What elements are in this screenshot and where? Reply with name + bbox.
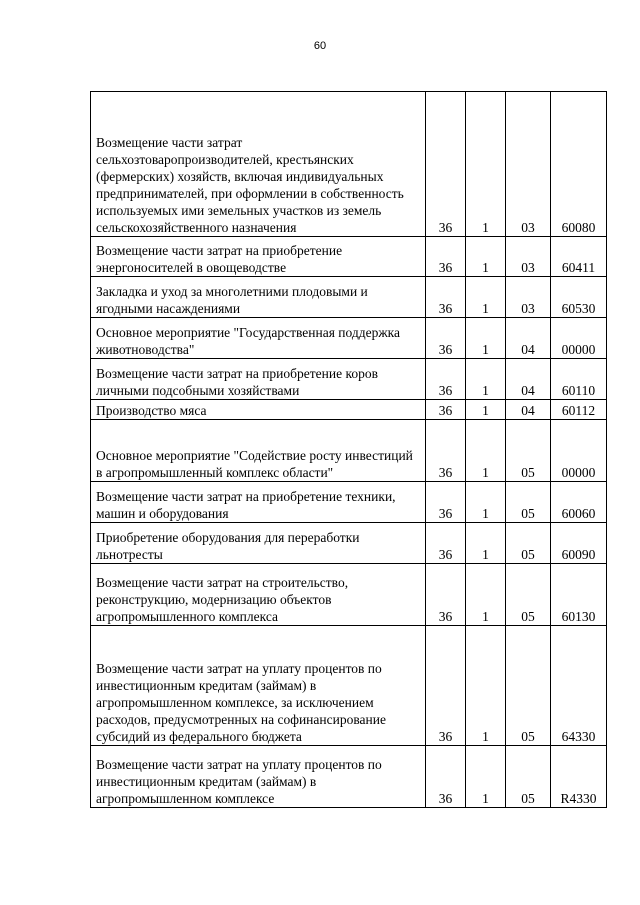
code-cell-3: 04 xyxy=(506,359,551,400)
code-cell-3: 03 xyxy=(506,92,551,237)
code-cell-4: 00000 xyxy=(551,420,607,482)
table-row xyxy=(91,564,607,626)
table-row xyxy=(91,420,607,482)
code-cell-1: 36 xyxy=(426,400,466,420)
code-cell-3: 05 xyxy=(506,482,551,523)
code-cell-4: 60110 xyxy=(551,359,607,400)
code-cell-2: 1 xyxy=(466,420,506,482)
code-cell-4: 60112 xyxy=(551,400,607,420)
code-cell-1: 36 xyxy=(426,564,466,626)
code-cell-4: R4330 xyxy=(551,746,607,808)
row-name-cell: Возмещение части затрат на приобретение энергоносителей в овощеводстве xyxy=(91,237,426,277)
table-row xyxy=(91,626,607,746)
code-cell-1: 36 xyxy=(426,237,466,277)
code-cell-1: 36 xyxy=(426,523,466,564)
code-cell-2: 1 xyxy=(466,400,506,420)
code-cell-3: 04 xyxy=(506,318,551,359)
code-cell-3: 05 xyxy=(506,626,551,746)
row-name-cell: Основное мероприятие "Содействие росту инвестиций в агропромышленный комплекс области" xyxy=(91,420,426,482)
code-cell-3: 05 xyxy=(506,420,551,482)
table-row xyxy=(91,277,607,318)
code-cell-2: 1 xyxy=(466,277,506,318)
code-cell-1: 36 xyxy=(426,318,466,359)
table-row xyxy=(91,400,607,420)
code-cell-4: 64330 xyxy=(551,626,607,746)
code-cell-4: 00000 xyxy=(551,318,607,359)
code-cell-2: 1 xyxy=(466,482,506,523)
page-number: 60 xyxy=(313,40,327,52)
table-row xyxy=(91,92,607,237)
code-cell-2: 1 xyxy=(466,237,506,277)
row-name-cell: Производство мяса xyxy=(91,400,426,420)
code-cell-4: 60080 xyxy=(551,92,607,237)
code-cell-1: 36 xyxy=(426,92,466,237)
table-row xyxy=(91,359,607,400)
row-name-cell: Возмещение части затрат на строительство, реконструкцию, модернизацию объектов агропромышленного комплекса xyxy=(91,564,426,626)
code-cell-2: 1 xyxy=(466,626,506,746)
code-cell-1: 36 xyxy=(426,420,466,482)
code-cell-1: 36 xyxy=(426,626,466,746)
code-cell-2: 1 xyxy=(466,318,506,359)
code-cell-4: 60090 xyxy=(551,523,607,564)
row-name-cell: Приобретение оборудования для переработки льнотресты xyxy=(91,523,426,564)
code-cell-3: 05 xyxy=(506,523,551,564)
row-name-cell: Возмещение части затрат на приобретение коров личными подсобными хозяйствами xyxy=(91,359,426,400)
row-name-cell: Возмещение части затрат на приобретение техники, машин и оборудования xyxy=(91,482,426,523)
code-cell-2: 1 xyxy=(466,92,506,237)
table-row xyxy=(91,482,607,523)
code-cell-3: 05 xyxy=(506,746,551,808)
budget-classification-table xyxy=(90,91,607,808)
code-cell-3: 03 xyxy=(506,237,551,277)
code-cell-1: 36 xyxy=(426,746,466,808)
code-cell-1: 36 xyxy=(426,277,466,318)
code-cell-4: 60411 xyxy=(551,237,607,277)
row-name-cell: Возмещение части затрат на уплату процентов по инвестиционным кредитам (займам) в агропромышленном комплексе xyxy=(91,746,426,808)
code-cell-3: 05 xyxy=(506,564,551,626)
code-cell-3: 04 xyxy=(506,400,551,420)
code-cell-4: 60130 xyxy=(551,564,607,626)
table-row xyxy=(91,523,607,564)
code-cell-1: 36 xyxy=(426,482,466,523)
code-cell-3: 03 xyxy=(506,277,551,318)
code-cell-4: 60060 xyxy=(551,482,607,523)
row-name-cell: Возмещение части затрат сельхозтоваропроизводителей, крестьянских (фермерских) хозяйств, включая индивидуальных предпринимателей, при оформлении в собственность используемых ими земельных участков из земель сельскохозяйственного назначения xyxy=(91,92,426,237)
row-name-cell: Возмещение части затрат на уплату процентов по инвестиционным кредитам (займам) в агропромышленном комплексе, за исключением расходов, предусмотренных на софинансирование субсидий из федерального бюджета xyxy=(91,626,426,746)
table-row xyxy=(91,746,607,808)
code-cell-2: 1 xyxy=(466,746,506,808)
code-cell-4: 60530 xyxy=(551,277,607,318)
row-name-cell: Закладка и уход за многолетними плодовыми и ягодными насаждениями xyxy=(91,277,426,318)
code-cell-2: 1 xyxy=(466,523,506,564)
table-row xyxy=(91,318,607,359)
table-row xyxy=(91,237,607,277)
code-cell-1: 36 xyxy=(426,359,466,400)
code-cell-2: 1 xyxy=(466,564,506,626)
row-name-cell: Основное мероприятие "Государственная поддержка животноводства" xyxy=(91,318,426,359)
code-cell-2: 1 xyxy=(466,359,506,400)
table-body xyxy=(91,92,607,808)
